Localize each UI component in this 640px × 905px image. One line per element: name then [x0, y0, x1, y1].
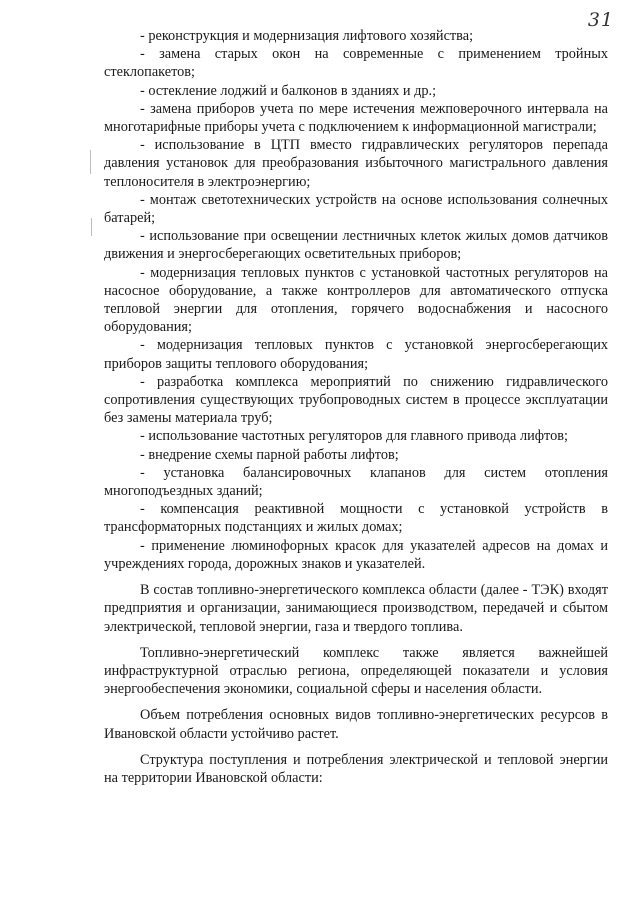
- paragraph-energy-structure: Структура поступления и потребления электрической и тепловой энергии на территории Ивановской области:: [104, 751, 608, 786]
- list-item: - использование частотных регуляторов для главного привода лифтов;: [140, 428, 568, 445]
- scan-artifact-mark: [90, 150, 91, 174]
- list-item: - модернизация тепловых пунктов с установкой частотных регуляторов на насосное оборудование, а также контроллеров для автоматического отпуска тепловой энергии для отопления, горячего водоснабжения и насосного оборудования;: [104, 264, 608, 336]
- list-item: - замена старых окон на современные с применением тройных стеклопакетов;: [104, 46, 608, 81]
- paragraph-tek-importance: Топливно-энергетический комплекс также является важнейшей инфраструктурной отраслью региона, определяющей показатели и условия энергообеспечения экономики, социальной сферы и населения области.: [104, 644, 608, 698]
- page-number: 31: [587, 9, 614, 31]
- scan-artifact-mark: [91, 218, 92, 236]
- list-item: - монтаж светотехнических устройств на основе использования солнечных батарей;: [104, 191, 608, 227]
- paragraph-consumption-growth: Объем потребления основных видов топливно-энергетических ресурсов в Ивановской области устойчиво растет.: [104, 707, 608, 742]
- list-item: - реконструкция и модернизация лифтового хозяйства;: [140, 28, 474, 44]
- list-item: - использование при освещении лестничных клеток жилых домов датчиков движения и энергосберегающих осветительных приборов;: [104, 228, 608, 263]
- list-item: - использование в ЦТП вместо гидравлических регуляторов перепада давления установок для преобразования избыточного магистрального давления теплоносителя в электроэнергию;: [104, 137, 608, 190]
- list-item: - установка балансировочных клапанов для систем отопления многоподъездных зданий;: [104, 464, 608, 500]
- document-body: [104, 27, 608, 787]
- list-item: - внедрение схемы парной работы лифтов;: [140, 446, 399, 463]
- list-item: - остекление лоджий и балконов в зданиях и др.;: [140, 82, 437, 99]
- paragraph-tek-composition: В состав топливно-энергетического комплекса области (далее - ТЭК) входят предприятия и организации, занимающиеся производством, передачей и сбытом электрической, тепловой энергии, газа и твердого топлива.: [104, 582, 608, 635]
- list-item: - применение люминофорных красок для указателей адресов на домах и учреждениях города, дорожных знаков и указателей.: [104, 537, 608, 572]
- list-item: - модернизация тепловых пунктов с установкой энергосберегающих приборов защиты теплового оборудования;: [104, 337, 608, 372]
- list-item: - замена приборов учета по мере истечения межповерочного интервала на многотарифные приборы учета с подключением к информационной магистрали;: [104, 100, 608, 136]
- list-item: - компенсация реактивной мощности с установкой устройств в трансформаторных подстанциях и жилых домах;: [104, 501, 608, 536]
- list-item: - разработка комплекса мероприятий по снижению гидравлического сопротивления существующих трубопроводных систем в процессе эксплуатации без замены материала труб;: [104, 373, 608, 427]
